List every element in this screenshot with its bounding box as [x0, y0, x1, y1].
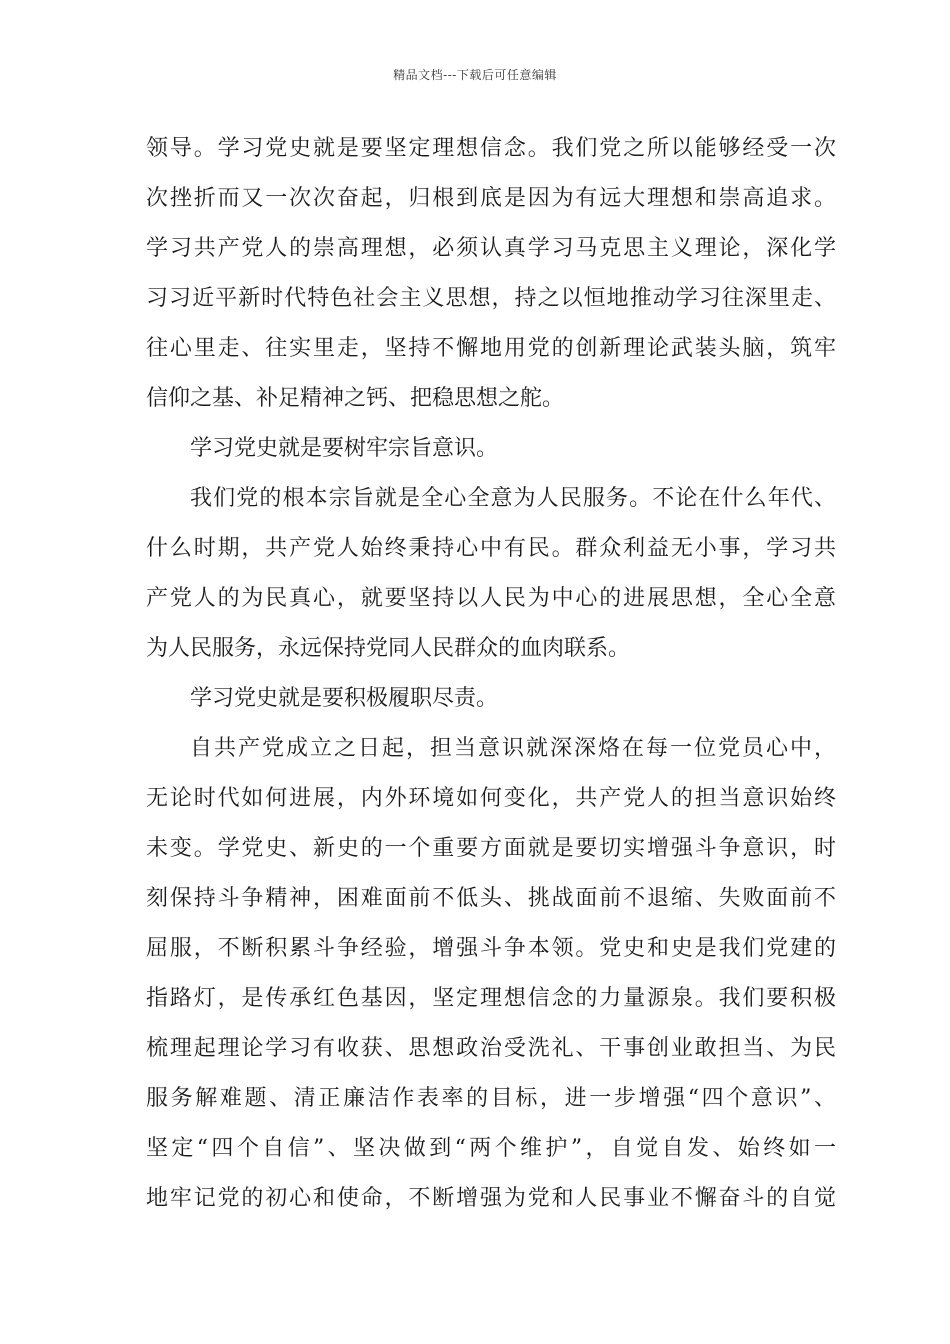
text-line: 地牢记党的初心和使命，不断增强为党和人民事业不懈奋斗的自觉 [146, 1186, 836, 1211]
text-line: 未变。学党史、新史的一个重要方面就是要切实增强斗争意识，时 [146, 836, 836, 861]
text-line: 我们党的根本宗旨就是全心全意为人民服务。不论在什么年代、 [190, 486, 836, 511]
text-line: 坚定“四个自信”、坚决做到“两个维护”，自觉自发、始终如一 [146, 1136, 836, 1161]
text-line: 梳理起理论学习有收获、思想政治受洗礼、干事创业敢担当、为民 [146, 1036, 836, 1061]
text-line: 信仰之基、补足精神之钙、把稳思想之舵。 [146, 386, 565, 411]
page-header: 精品文档---下载后可任意编辑 [393, 68, 557, 82]
text-line: 为人民服务，永远保持党同人民群众的血肉联系。 [146, 636, 631, 661]
text-line: 产党人的为民真心，就要坚持以人民为中心的进展思想，全心全意 [146, 586, 836, 611]
text-line: 屈服，不断积累斗争经验，增强斗争本领。党史和史是我们党建的 [146, 936, 836, 961]
text-line: 习习近平新时代特色社会主义思想，持之以恒地推动学习往深里走、 [146, 286, 836, 311]
text-line: 次挫折而又一次次奋起，归根到底是因为有远大理想和崇高追求。 [146, 186, 836, 211]
section-heading: 学习党史就是要积极履职尽责。 [190, 686, 499, 711]
text-line: 刻保持斗争精神，困难面前不低头、挑战面前不退缩、失败面前不 [146, 886, 836, 911]
text-line: 学习共产党人的崇高理想，必须认真学习马克思主义理论，深化学 [146, 236, 836, 261]
text-line: 服务解难题、清正廉洁作表率的目标，进一步增强“四个意识”、 [146, 1086, 836, 1111]
text-line: 领导。学习党史就是要坚定理想信念。我们党之所以能够经受一次 [146, 136, 836, 161]
section-heading: 学习党史就是要树牢宗旨意识。 [190, 436, 499, 461]
text-line: 自共产党成立之日起，担当意识就深深烙在每一位党员心中， [190, 736, 836, 761]
text-line: 什么时期，共产党人始终秉持心中有民。群众利益无小事，学习共 [146, 536, 836, 561]
document-body [146, 124, 836, 1224]
text-line: 指路灯，是传承红色基因，坚定理想信念的力量源泉。我们要积极 [146, 986, 836, 1011]
text-line: 往心里走、往实里走，坚持不懈地用党的创新理论武装头脑，筑牢 [146, 336, 836, 361]
text-line: 无论时代如何进展，内外环境如何变化，共产党人的担当意识始终 [146, 786, 836, 811]
